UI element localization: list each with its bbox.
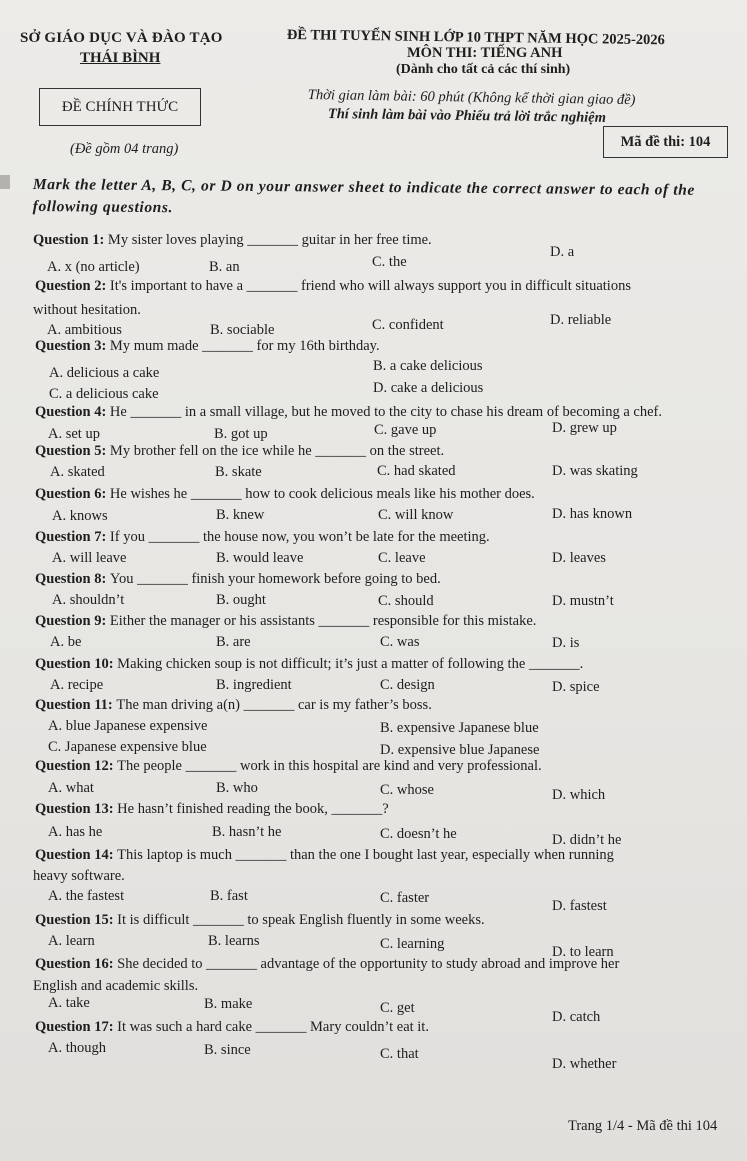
question-label: Question 9: xyxy=(35,613,110,629)
question-label: Question 16: xyxy=(35,956,118,972)
time-note: Thời gian làm bài: 60 phút (Không kể thời gian giao đề) xyxy=(307,87,636,109)
question-11-option-c: C. Japanese expensive blue xyxy=(48,739,207,755)
question-16-option-b: B. make xyxy=(204,996,253,1012)
question-5-option-b: B. skate xyxy=(215,464,262,480)
question-text: It was such a hard cake _______ Mary couldn’t eat it. xyxy=(117,1019,429,1035)
question-4-option-b: B. got up xyxy=(214,426,268,442)
question-label: Question 7: xyxy=(35,529,110,545)
question-14-option-b: B. fast xyxy=(210,888,248,904)
question-label: Question 14: xyxy=(35,847,118,863)
question-6-option-d: D. has known xyxy=(552,506,633,522)
question-14-option-d: D. fastest xyxy=(552,898,607,914)
question-1-option-b: B. an xyxy=(209,259,240,275)
question-5-option-a: A. skated xyxy=(50,464,105,480)
question-5-option-d: D. was skating xyxy=(552,463,638,479)
question-12-option-c: C. whose xyxy=(380,782,434,798)
question-10 xyxy=(35,656,583,673)
question-9-option-b: B. are xyxy=(216,634,251,650)
question-7-option-d: D. leaves xyxy=(552,550,606,566)
question-3-option-b: B. a cake delicious xyxy=(373,358,483,374)
question-label: Question 2: xyxy=(35,278,110,294)
question-10-option-a: A. recipe xyxy=(50,677,104,693)
question-text: The people _______ work in this hospital are kind and very professional. xyxy=(117,758,542,774)
question-3-option-d: D. cake a delicious xyxy=(373,380,484,396)
question-text: The man driving a(n) _______ car is my father’s boss. xyxy=(116,697,432,713)
question-2-continued: without hesitation. xyxy=(33,302,141,318)
question-text: You _______ finish your homework before going to bed. xyxy=(109,571,441,587)
question-2-option-d: D. reliable xyxy=(550,312,612,328)
question-4-option-d: D. grew up xyxy=(552,420,617,436)
question-text: Either the manager or his assistants _______ responsible for this mistake. xyxy=(109,613,537,629)
question-16 xyxy=(35,956,619,973)
question-text: My mum made _______ for my 16th birthday. xyxy=(109,338,380,354)
question-5-option-c: C. had skated xyxy=(377,463,456,479)
question-2-option-b: B. sociable xyxy=(210,322,275,338)
exam-code-box: Mã đề thi: 104 xyxy=(603,126,728,158)
question-11-option-b: B. expensive Japanese blue xyxy=(380,720,539,736)
question-text: This laptop is much _______ than the one I bought last year, especially when running xyxy=(117,847,614,863)
question-label: Question 8: xyxy=(35,571,110,587)
question-3-option-a: A. delicious a cake xyxy=(49,365,160,381)
question-16-option-c: C. get xyxy=(380,1000,415,1016)
question-1-option-a: A. x (no article) xyxy=(47,259,140,275)
question-4 xyxy=(35,404,662,421)
question-16-option-a: A. take xyxy=(48,995,90,1011)
question-3 xyxy=(35,338,380,355)
question-1-option-c: C. the xyxy=(372,254,407,270)
answer-sheet-note: Thí sinh làm bài vào Phiếu trả lời trắc nghiệm xyxy=(327,106,607,126)
question-text: It's important to have a _______ friend who will always support you in difficult situations xyxy=(109,278,631,294)
question-4-option-a: A. set up xyxy=(48,426,100,442)
question-9-option-d: D. is xyxy=(552,635,580,651)
question-4-option-c: C. gave up xyxy=(374,422,437,438)
question-8-option-d: D. mustn’t xyxy=(552,593,614,609)
question-6-option-a: A. knows xyxy=(52,508,108,524)
question-10-option-d: D. spice xyxy=(552,679,600,695)
question-7-option-a: A. will leave xyxy=(52,550,127,566)
official-exam-box: ĐỀ CHÍNH THỨC xyxy=(39,88,201,126)
question-10-option-c: C. design xyxy=(380,677,435,693)
question-5 xyxy=(35,443,444,460)
question-17-option-a: A. though xyxy=(48,1040,106,1056)
question-13-option-c: C. doesn’t he xyxy=(380,826,457,842)
question-9-option-c: C. was xyxy=(380,634,420,650)
question-1 xyxy=(33,232,432,249)
question-text: He wishes he _______ how to cook delicious meals like his mother does. xyxy=(109,486,535,502)
question-label: Question 12: xyxy=(35,758,118,774)
page-corner-mark xyxy=(0,175,10,189)
question-8 xyxy=(35,571,441,588)
question-17-option-b: B. since xyxy=(204,1042,251,1058)
question-12-option-a: A. what xyxy=(48,780,94,796)
subject-title: MÔN THI: TIẾNG ANH xyxy=(407,45,563,61)
question-8-option-c: C. should xyxy=(378,593,434,609)
question-2-option-a: A. ambitious xyxy=(47,322,122,338)
question-8-option-b: B. ought xyxy=(216,592,266,608)
page-footer: Trang 1/4 - Mã đề thi 104 xyxy=(568,1118,718,1134)
page-count-note: (Đề gồm 04 trang) xyxy=(70,141,179,157)
question-17-option-c: C. that xyxy=(380,1046,419,1062)
instruction-text: Mark the letter A, B, C, or D on your answer sheet to indicate the correct answer to each of the following questions. xyxy=(32,175,695,217)
question-17-option-d: D. whether xyxy=(552,1056,617,1072)
question-text: He hasn’t finished reading the book, _______? xyxy=(117,801,389,817)
question-11-option-a: A. blue Japanese expensive xyxy=(48,718,208,734)
question-label: Question 13: xyxy=(35,801,118,817)
question-label: Question 4: xyxy=(35,404,110,420)
question-14-option-c: C. faster xyxy=(380,890,430,906)
question-12-option-b: B. who xyxy=(216,780,258,796)
question-13-option-b: B. hasn’t he xyxy=(212,824,282,840)
question-label: Question 11: xyxy=(35,697,117,713)
question-8-option-a: A. shouldn’t xyxy=(52,592,125,608)
question-16-continued: English and academic skills. xyxy=(33,978,199,994)
question-15-option-c: C. learning xyxy=(380,936,445,952)
question-label: Question 17: xyxy=(35,1019,118,1035)
question-7-option-b: B. would leave xyxy=(216,550,304,566)
question-10-option-b: B. ingredient xyxy=(216,677,292,693)
question-label: Question 10: xyxy=(35,656,118,672)
question-2-option-c: C. confident xyxy=(372,317,444,333)
question-2 xyxy=(35,278,631,295)
question-12-option-d: D. which xyxy=(552,787,606,803)
question-11-option-d: D. expensive blue Japanese xyxy=(380,742,540,758)
question-text: If you _______ the house now, you won’t be late for the meeting. xyxy=(109,529,490,545)
question-6-option-c: C. will know xyxy=(378,507,454,523)
question-9-option-a: A. be xyxy=(50,634,82,650)
question-13-option-a: A. has he xyxy=(48,824,103,840)
question-16-option-d: D. catch xyxy=(552,1009,601,1025)
province-name: THÁI BÌNH xyxy=(80,50,161,66)
question-text: My brother fell on the ice while he _______ on the street. xyxy=(109,443,445,459)
question-13-option-d: D. didn’t he xyxy=(552,832,622,848)
question-6-option-b: B. knew xyxy=(216,507,265,523)
question-14-option-a: A. the fastest xyxy=(48,888,125,904)
question-11 xyxy=(35,697,432,714)
question-12 xyxy=(35,758,542,775)
question-text: He _______ in a small village, but he moved to the city to chase his dream of becoming a chef. xyxy=(109,404,662,420)
question-label: Question 1: xyxy=(33,232,108,248)
question-15-option-d: D. to learn xyxy=(552,944,614,960)
question-7-option-c: C. leave xyxy=(378,550,426,566)
question-6 xyxy=(35,486,535,503)
question-label: Question 15: xyxy=(35,912,118,928)
question-text: Making chicken soup is not difficult; it’s just a matter of following the _______. xyxy=(117,656,584,672)
exam-title: ĐỀ THI TUYỂN SINH LỚP 10 THPT NĂM HỌC 2025-2026 xyxy=(286,27,665,49)
audience-note: (Dành cho tất cả các thí sinh) xyxy=(396,62,571,77)
question-15-option-a: A. learn xyxy=(48,933,95,949)
question-13 xyxy=(35,801,389,818)
question-15 xyxy=(35,912,485,929)
question-text: It is difficult _______ to speak English fluently in some weeks. xyxy=(117,912,485,928)
question-label: Question 5: xyxy=(35,443,110,459)
question-label: Question 6: xyxy=(35,486,110,502)
question-text: She decided to _______ advantage of the opportunity to study abroad and improve her xyxy=(117,956,620,972)
question-1-option-d: D. a xyxy=(550,244,575,260)
question-text: My sister loves playing _______ guitar in her free time. xyxy=(107,232,432,248)
question-15-option-b: B. learns xyxy=(208,933,260,949)
question-9 xyxy=(35,613,536,630)
question-label: Question 3: xyxy=(35,338,110,354)
question-3-option-c: C. a delicious cake xyxy=(49,386,159,402)
question-14-continued: heavy software. xyxy=(33,868,125,884)
question-17 xyxy=(35,1019,429,1036)
department-name: SỞ GIÁO DỤC VÀ ĐÀO TẠO xyxy=(20,30,223,46)
question-7 xyxy=(35,529,490,546)
question-14 xyxy=(35,847,614,864)
